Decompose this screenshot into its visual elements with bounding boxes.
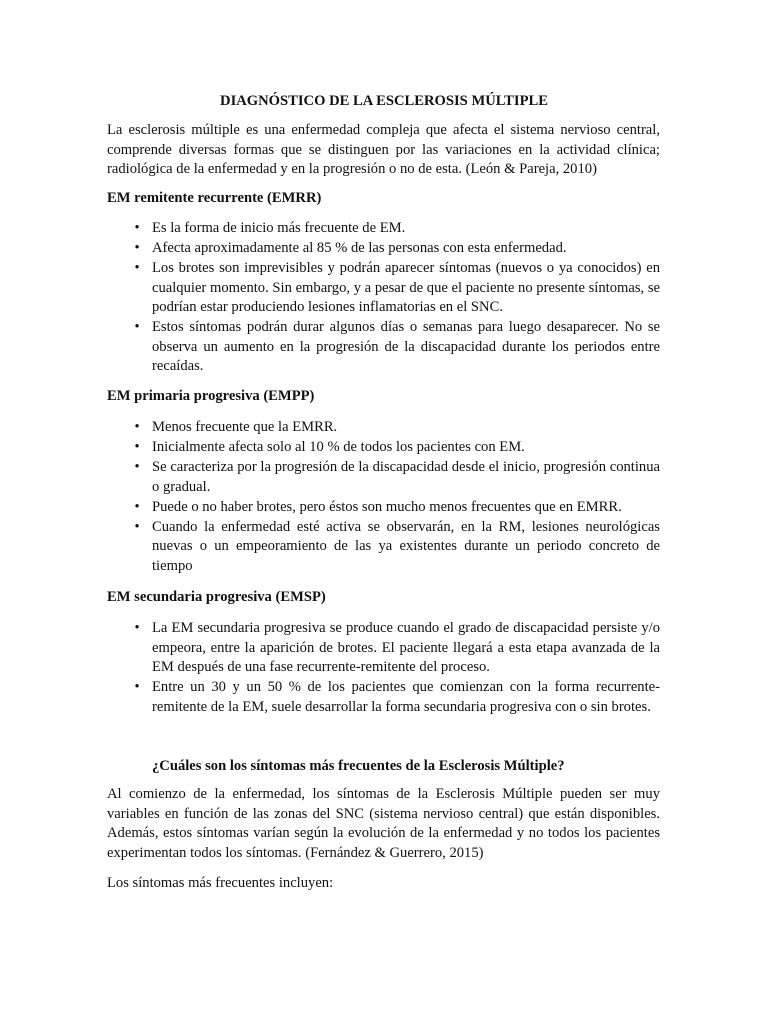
bullet-icon: •: [134, 220, 140, 236]
bullet-icon: •: [134, 240, 140, 256]
bullet-icon: •: [134, 419, 140, 435]
section-list-empp: [107, 418, 660, 577]
bullet-icon: •: [134, 620, 140, 636]
bullet-icon: •: [134, 260, 140, 276]
section-heading-emsp: EM secundaria progresiva (EMSP): [107, 589, 326, 605]
closing-line: Los síntomas más frecuentes incluyen:: [107, 875, 334, 891]
list-item: • Entre un 30 y un 50 % de los pacientes que comienzan con la forma recurrente-remitente de la EM, suele desarrollar la forma secundaria progresiva con o sin brotes.: [107, 678, 660, 717]
list-item: • Afecta aproximadamente al 85 % de las personas con esta enfermedad.: [107, 239, 660, 259]
section-heading-emrr: EM remitente recurrente (EMRR): [107, 190, 322, 206]
section-heading-empp: EM primaria progresiva (EMPP): [107, 388, 315, 404]
bullet-icon: •: [134, 679, 140, 695]
list-item: • Menos frecuente que la EMRR.: [107, 418, 660, 438]
list-item: • Se caracteriza por la progresión de la discapacidad desde el inicio, progresión continua o gradual.: [107, 458, 660, 497]
symptoms-paragraph: Al comienzo de la enfermedad, los síntomas de la Esclerosis Múltiple pueden ser muy variables en función de las zonas del SNC (sistema nervioso central) que están disponibles. Además, estos síntomas varían según la evolución de la enfermedad y no todos los pacientes experimentan todos los síntomas. (Fernández & Guerrero, 2015): [107, 786, 660, 861]
section-list-emsp: [107, 619, 660, 718]
document-title: DIAGNÓSTICO DE LA ESCLEROSIS MÚLTIPLE: [220, 93, 548, 109]
list-item: • La EM secundaria progresiva se produce cuando el grado de discapacidad persiste y/o empeora, entre la aparición de brotes. El paciente llegará a esta etapa avanzada de la EM después de una fase recurrente-remitente del proceso.: [107, 619, 660, 678]
bullet-icon: •: [134, 498, 140, 515]
bullet-icon: •: [134, 439, 140, 455]
intro-paragraph: La esclerosis múltiple es una enfermedad compleja que afecta el sistema nervioso central, comprende diversas formas que se distinguen por las variaciones en la actividad clínica; radiológica de la enfermedad y en la progresión o no de esta. (León & Pareja, 2010): [107, 122, 660, 177]
bullet-icon: •: [134, 319, 140, 335]
list-item: • Puede o no haber brotes, pero éstos son mucho menos frecuentes que en EMRR.: [107, 498, 660, 518]
bullet-icon: •: [134, 518, 140, 535]
list-item: • Es la forma de inicio más frecuente de EM.: [107, 219, 660, 239]
list-item: • Estos síntomas podrán durar algunos días o semanas para luego desaparecer. No se observa un aumento en la progresión de la discapacidad durante los periodos entre recaídas.: [107, 318, 660, 377]
bullet-icon: •: [134, 459, 140, 475]
list-item: • Inicialmente afecta solo al 10 % de todos los pacientes con EM.: [107, 438, 660, 458]
symptoms-question-heading: ¿Cuáles son los síntomas más frecuentes de la Esclerosis Múltiple?: [152, 758, 565, 774]
list-item: • Los brotes son imprevisibles y podrán aparecer síntomas (nuevos o ya conocidos) en cualquier momento. Sin embargo, y a pesar de que el paciente no presente síntomas, se podrían estar produciendo lesiones inflamatorias en el SNC.: [107, 259, 660, 318]
section-list-emrr: [107, 219, 660, 377]
list-item: • Cuando la enfermedad esté activa se observarán, en la RM, lesiones neurológicas nuevas o un empeoramiento de las ya existentes durante un periodo concreto de tiempo: [107, 518, 660, 577]
